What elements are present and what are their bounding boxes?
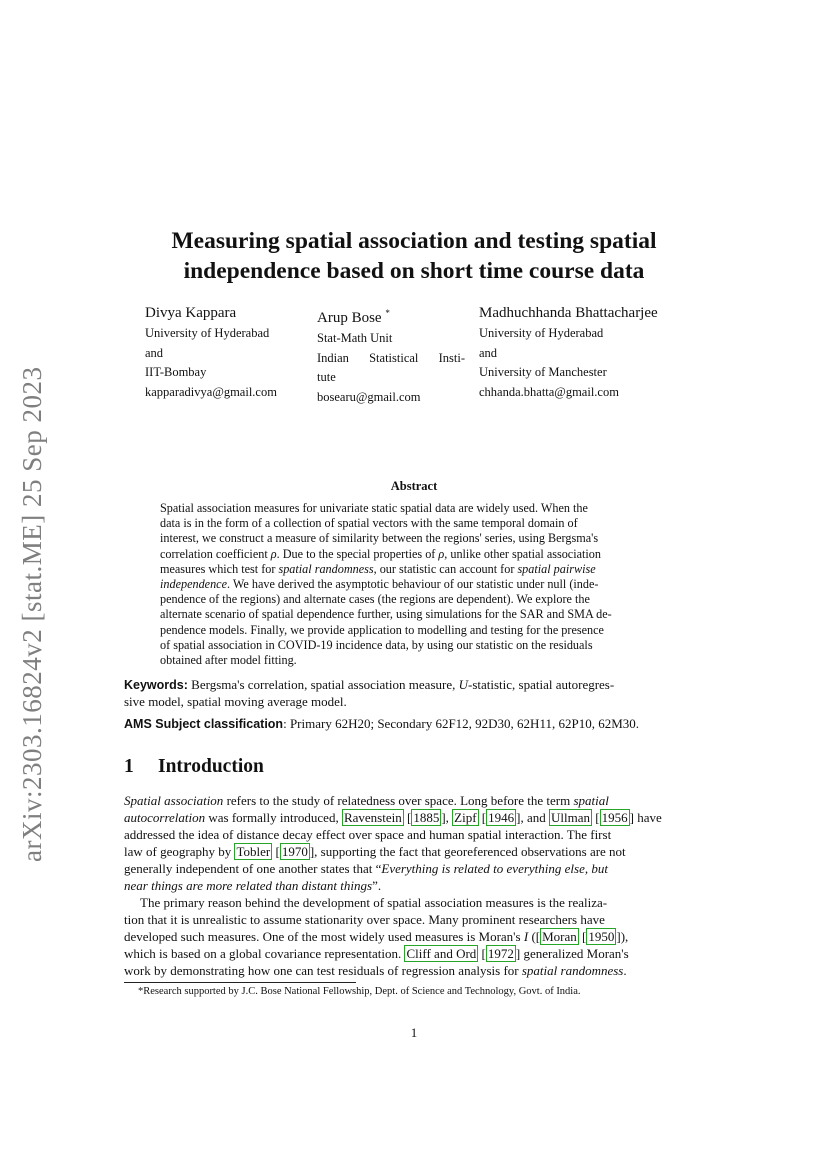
text-run: , supporting the fact that georeferenced observations are not bbox=[314, 844, 626, 859]
author-affiliation: University of Manchester bbox=[479, 365, 607, 379]
footnote: *Research supported by J.C. Bose National Fellowship, Dept. of Science and Technology, Govt. of India. bbox=[138, 986, 581, 997]
intro-line: The primary reason behind the development of spatial association measures is the realiza- bbox=[140, 895, 608, 910]
emphasis: Spatial association bbox=[124, 793, 224, 808]
emphasis: spatial pairwise bbox=[517, 561, 596, 576]
author-affiliation: Stat-Math Unit bbox=[317, 331, 393, 345]
paper-title bbox=[100, 226, 728, 286]
title-line-2: independence based on short time course data bbox=[183, 258, 645, 284]
abstract-line: interest, we construct a measure of similarity between the regions' series, using Bergsma's bbox=[160, 531, 599, 546]
emphasis: spatial randomness bbox=[278, 561, 374, 576]
introduction-body bbox=[124, 792, 708, 979]
text-run: refers to the study of relatedness over space. Long before the term bbox=[223, 793, 574, 808]
text-run: ), bbox=[620, 929, 629, 944]
intro-line: which is based on a global covariance representation. Cliff and Ord [ 1972 ] generalized Moran's bbox=[124, 946, 629, 961]
citation-link[interactable]: Cliff and Ord bbox=[406, 946, 477, 961]
text-run: have bbox=[633, 810, 662, 825]
ams-classification bbox=[124, 716, 708, 733]
text-run: law of geography by bbox=[124, 844, 235, 859]
abstract-body bbox=[160, 501, 670, 668]
author-email: kapparadivya@gmail.com bbox=[145, 384, 277, 399]
emphasis: independence bbox=[160, 577, 227, 592]
text-run: measures which test for bbox=[160, 561, 279, 576]
author-email: chhanda.bhatta@gmail.com bbox=[479, 384, 619, 399]
abstract-line bbox=[160, 562, 670, 577]
citation-link[interactable]: Tobler bbox=[236, 844, 271, 859]
intro-line: autocorrelation was formally introduced, Ravenstein [ 1885 ], Zipf [ 1946 ], and Ullman [ 1956 ] have bbox=[124, 810, 662, 825]
citation-link[interactable]: Ullman bbox=[551, 810, 591, 825]
intro-line: law of geography by Tobler [ 1970 ], supporting the fact that georeferenced observations are not bbox=[124, 844, 626, 859]
text-run: , our statistic can account for bbox=[373, 561, 518, 576]
author-affiliation: and bbox=[479, 345, 498, 360]
author-affiliation: University of Hyderabad bbox=[145, 326, 270, 340]
text-run: Bergsma's correlation, spatial association measure, bbox=[187, 677, 459, 692]
author-name bbox=[317, 302, 465, 329]
abstract-line: pendence of the regions) and alternate cases (the regions are dependent). We explore the bbox=[160, 592, 590, 607]
arxiv-identifier: arXiv:2303.16824v2 [stat.ME] 25 Sep 2023 bbox=[17, 366, 47, 862]
affiliation-word: Indian bbox=[317, 350, 349, 365]
footnote-divider bbox=[124, 982, 356, 983]
text-run: -statistic, spatial autoregres- bbox=[468, 677, 615, 692]
keywords-line: sive model, spatial moving average model. bbox=[124, 693, 347, 709]
ams-line bbox=[124, 716, 708, 733]
text-run: : Primary 62H20; Secondary 62F12, 92D30, 62H11, 62P10, 62M30. bbox=[283, 716, 640, 731]
section-heading bbox=[124, 756, 264, 778]
citation-link[interactable]: Zipf bbox=[454, 810, 477, 825]
citation-link[interactable]: Ravenstein bbox=[343, 810, 402, 825]
citation-year-link[interactable]: 1885 bbox=[413, 810, 440, 825]
intro-line bbox=[124, 792, 708, 809]
abstract-line bbox=[160, 577, 670, 592]
title-line-1: Measuring spatial association and testing spatial bbox=[171, 228, 657, 254]
emphasis: autocorrelation bbox=[124, 810, 206, 825]
citation-year-link[interactable]: 1950 bbox=[588, 929, 615, 944]
text-run: . We have derived the asymptotic behaviour of our statistic under null (inde- bbox=[227, 577, 599, 592]
text-run: developed such measures. One of the most widely used measures is Moran's bbox=[124, 929, 524, 944]
keywords-label: Keywords: bbox=[124, 678, 188, 692]
math-i: I bbox=[523, 929, 529, 944]
emphasis: spatial randomness bbox=[521, 963, 624, 978]
text-run: , and bbox=[520, 810, 550, 825]
text-run: work by demonstrating how one can test residuals of regression analysis for bbox=[124, 963, 522, 978]
abstract-line: obtained after model fitting. bbox=[160, 653, 297, 668]
author-affiliation: IIT-Bombay bbox=[145, 365, 207, 379]
author-block-2 bbox=[317, 302, 465, 407]
text-run: which is based on a global covariance representation. bbox=[124, 946, 405, 961]
intro-line bbox=[124, 860, 708, 877]
text-run: was formally introduced, bbox=[205, 810, 342, 825]
emphasis: spatial bbox=[573, 793, 609, 808]
author-block-3 bbox=[479, 302, 658, 402]
intro-line: tion that it is unrealistic to assume stationarity over space. Many prominent researchers have bbox=[124, 912, 605, 927]
keywords bbox=[124, 677, 708, 710]
author-affiliation bbox=[317, 349, 465, 369]
abstract-line bbox=[160, 547, 670, 562]
abstract-line: pendence models. Finally, we provide application to modelling and testing for the presence bbox=[160, 622, 604, 637]
author-block-1 bbox=[145, 302, 277, 402]
author-email: bosearu@gmail.com bbox=[317, 389, 421, 404]
intro-line: developed such measures. One of the most widely used measures is Moran's I ([ Moran [ 1950 ]), bbox=[124, 929, 629, 944]
math-rho: ρ bbox=[270, 546, 277, 561]
keywords-line bbox=[124, 677, 708, 694]
citation-year-link[interactable]: 1970 bbox=[281, 844, 308, 859]
author-name-text: Arup Bose bbox=[317, 310, 382, 326]
affiliation-word: Statistical bbox=[369, 350, 419, 365]
quote: near things are more related than distant things bbox=[124, 878, 373, 893]
citation-link[interactable]: Moran bbox=[542, 929, 577, 944]
citation-year-link[interactable]: 1956 bbox=[601, 810, 628, 825]
text-run: correlation coefficient bbox=[160, 546, 271, 561]
abstract-line: of spatial association in COVID-19 incidence data, by using our statistic on the residuals bbox=[160, 637, 593, 652]
text-run: . Due to the special properties of bbox=[276, 546, 439, 561]
section-title: Introduction bbox=[158, 756, 264, 777]
author-affiliation: and bbox=[145, 345, 164, 360]
text-run: generalized Moran's bbox=[520, 946, 629, 961]
text-run: . bbox=[623, 963, 627, 978]
citation-year-link[interactable]: 1972 bbox=[487, 946, 514, 961]
affiliation-word: Insti- bbox=[438, 350, 465, 365]
section-number: 1 bbox=[124, 756, 134, 777]
abstract-line: Spatial association measures for univariate static spatial data are widely used. When the bbox=[160, 501, 588, 515]
text-run: , unlike other spatial association bbox=[444, 546, 601, 561]
author-name: Madhuchhanda Bhattacharjee bbox=[479, 305, 658, 321]
intro-line bbox=[124, 877, 708, 894]
citation-year-link[interactable]: 1946 bbox=[488, 810, 515, 825]
intro-line: addressed the idea of distance decay effect over space and human spatial interaction. The first bbox=[124, 827, 612, 842]
math-rho: ρ bbox=[438, 546, 445, 561]
footnote-mark: * bbox=[385, 308, 390, 318]
author-affiliation: University of Hyderabad bbox=[479, 326, 604, 340]
text-run: generally independent of one another states that “ bbox=[124, 861, 382, 876]
text-run: ”. bbox=[372, 878, 382, 893]
author-name: Divya Kappara bbox=[145, 305, 237, 321]
intro-line bbox=[124, 962, 708, 979]
quote: Everything is related to everything else, but bbox=[381, 861, 608, 876]
abstract-heading: Abstract bbox=[390, 479, 438, 493]
page-number: 1 bbox=[410, 1025, 418, 1040]
abstract-line: data is in the form of a collection of spatial vectors with the same temporal domain of bbox=[160, 516, 578, 531]
math-u: U bbox=[458, 677, 468, 692]
ams-label: AMS Subject classification bbox=[124, 717, 284, 731]
author-affiliation: tute bbox=[317, 370, 336, 384]
abstract-line: alternate scenario of spatial dependence further, using simulations for the SAR and SMA de- bbox=[160, 607, 612, 622]
